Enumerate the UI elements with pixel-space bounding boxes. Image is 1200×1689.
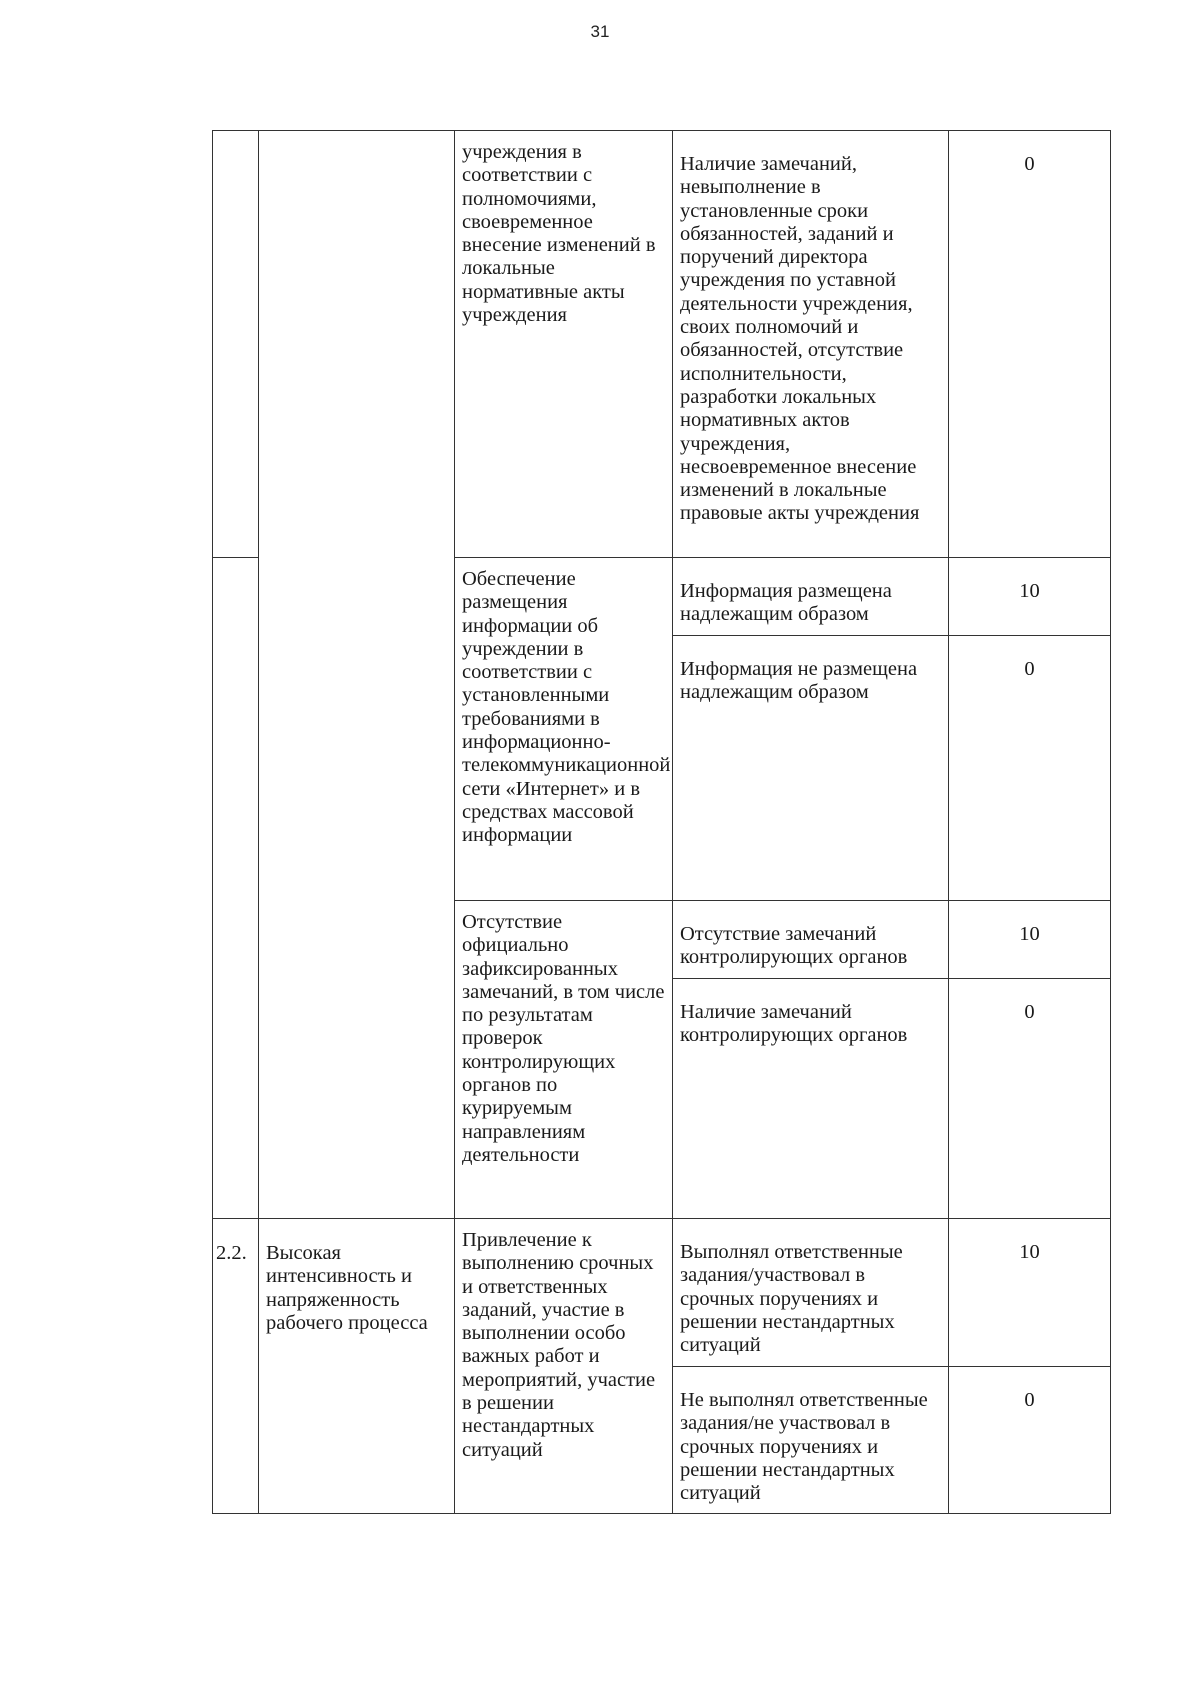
cell-points: 0 (949, 131, 1111, 558)
cell-number (213, 558, 259, 1219)
cell-condition: учреждения в соответствии с полномочиями, своевременное внесение изменений в локальные нормативные акты учреждения (455, 131, 673, 558)
cell-outcome-description: Информация не размещена надлежащим образом (673, 636, 949, 901)
table-row (213, 1219, 1111, 1367)
cell-points: 0 (949, 1367, 1111, 1514)
cell-condition: Обеспечение размещения информации об учреждении в соответствии с установленными требованиями в информационно-телекоммуникационной сети «Интернет» и в средствах массовой информации (455, 558, 673, 901)
cell-number: 2.2. (213, 1219, 259, 1514)
cell-condition: Отсутствие официально зафиксированных замечаний, в том числе по результатам проверок контролирующих органов по курируемым направлениям деятельности (455, 901, 673, 1219)
page-number: 31 (590, 22, 610, 41)
cell-outcome-description: Наличие замечаний, невыполнение в установленные сроки обязанностей, заданий и поручений директора учреждения по уставной деятельности учреждения, своих полномочий и обязанностей, отсутствие исполнительности, разработки локальных нормативных актов учреждения, несвоевременное внесение изменений в локальные правовые акты учреждения (673, 131, 949, 558)
cell-points: 0 (949, 979, 1111, 1219)
criteria-table (212, 130, 1111, 1514)
cell-criterion (259, 131, 455, 1219)
cell-outcome-description: Наличие замечаний контролирующих органов (673, 979, 949, 1219)
cell-condition: Привлечение к выполнению срочных и ответственных заданий, участие в выполнении особо важных работ и мероприятий, участие в решении нестандартных ситуаций (455, 1219, 673, 1514)
cell-outcome-description: Не выполнял ответственные задания/не участвовал в срочных поручениях и решении нестандартных ситуаций (673, 1367, 949, 1514)
cell-points: 10 (949, 558, 1111, 636)
cell-criterion: Высокая интенсивность и напряженность рабочего процесса (259, 1219, 455, 1514)
cell-outcome-description: Информация размещена надлежащим образом (673, 558, 949, 636)
cell-points: 0 (949, 636, 1111, 901)
cell-outcome-description: Выполнял ответственные задания/участвовал в срочных поручениях и решении нестандартных ситуаций (673, 1219, 949, 1367)
cell-points: 10 (949, 1219, 1111, 1367)
cell-points: 10 (949, 901, 1111, 979)
table-row (213, 131, 1111, 558)
cell-number (213, 131, 259, 558)
cell-outcome-description: Отсутствие замечаний контролирующих органов (673, 901, 949, 979)
